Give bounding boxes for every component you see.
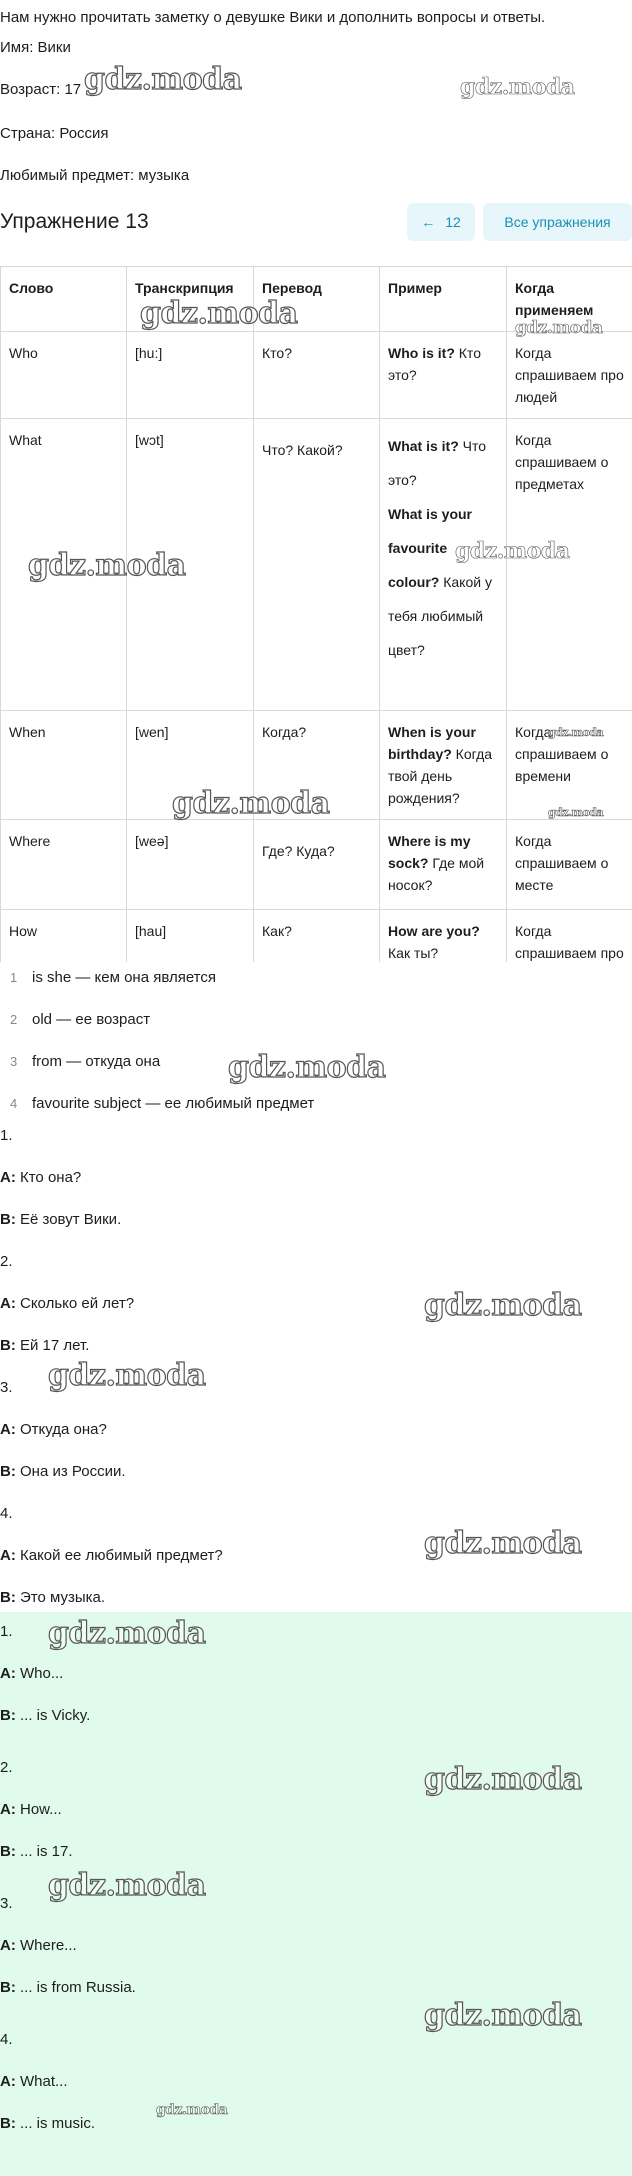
cell-transcription: [weə] [127,820,254,910]
header-translation: Перевод [254,267,380,332]
all-exercises-button[interactable]: Все упражнения [483,203,632,241]
cell-word: When [1,711,127,820]
watermark: gdz.moda [228,1050,386,1085]
hint-number: 4 [10,1096,18,1111]
prev-exercise-label: 12 [445,214,461,230]
answer-a: A: Кто она? [0,1169,82,1186]
hint-number: 1 [10,970,18,985]
cell-transcription: [wɔt] [127,419,254,711]
answer-a: A: Какой ее любимый предмет? [0,1547,223,1564]
watermark: gdz.moda [424,1998,582,2033]
country-field: Страна: Россия [0,125,109,142]
table-row [1,820,632,910]
words-table [0,266,632,962]
watermark: gdz.moda [424,1762,582,1797]
watermark: gdz.moda [48,1358,206,1393]
hint-number: 2 [10,1012,18,1027]
watermark: gdz.moda [515,318,603,338]
subject-field: Любимый предмет: музыка [0,167,190,184]
watermark: gdz.moda [48,1868,206,1903]
cell-translation: Что? Какой? [254,419,380,711]
watermark: gdz.moda [84,62,242,97]
header-example: Пример [380,267,507,332]
hint-text: favourite subject — ее любимый предмет [32,1095,315,1112]
hint-text: from — откуда она [32,1053,161,1070]
answer-number: 3. [0,1895,13,1912]
cell-example: What is it? Что это? What is your favourite colour? Какой у тебя любимый цвет? [380,419,507,711]
cell-when: Когда спрашиваем о времени [507,711,632,820]
answer-number: 2. [0,1759,13,1776]
arrow-left-icon: ← [421,214,436,230]
answer-b: B: Это музыка. [0,1589,106,1606]
words-table-container[interactable] [0,266,632,962]
watermark: gdz.moda [455,538,570,564]
cell-translation: Где? Куда? [254,820,380,910]
answer-a: A: Where... [0,1937,77,1954]
watermark: gdz.moda [424,1288,582,1323]
cell-word: Who [1,332,127,419]
cell-translation: Как? [254,910,380,963]
answer-b: B: Она из России. [0,1463,126,1480]
watermark: gdz.moda [548,726,604,739]
cell-transcription: [hau] [127,910,254,963]
answer-number: 1. [0,1623,13,1640]
answer-number: 1. [0,1127,13,1144]
cell-transcription: [wen] [127,711,254,820]
cell-word: How [1,910,127,963]
answer-number: 3. [0,1379,13,1396]
header-transcription: Транскрипция [127,267,254,332]
cell-when: Когда спрашиваем про людей [507,332,632,419]
hint-number: 3 [10,1054,18,1069]
hint-text: is she — кем она является [32,969,216,986]
watermark: gdz.moda [172,786,330,821]
cell-word: Where [1,820,127,910]
answer-number: 2. [0,1253,13,1270]
answer-b: B: ... is music. [0,2115,96,2132]
table-row [1,332,632,419]
cell-when: Когда спрашиваем про [507,910,632,963]
watermark: gdz.moda [48,1616,206,1651]
watermark: gdz.moda [140,296,298,331]
cell-example: Where is my sock? Где мой носок? [380,820,507,910]
answer-a: A: Откуда она? [0,1421,107,1438]
watermark: gdz.moda [28,548,186,583]
answer-a: A: Who... [0,1665,64,1682]
answer-a: A: How... [0,1801,62,1818]
answer-b: B: Ей 17 лет. [0,1337,90,1354]
cell-when: Когда спрашиваем о месте [507,820,632,910]
watermark: gdz.moda [548,806,604,819]
watermark: gdz.moda [424,1526,582,1561]
header-when: Когда применяем [507,267,632,332]
cell-example: Who is it? Кто это? [380,332,507,419]
cell-translation: Кто? [254,332,380,419]
answer-number: 4. [0,1505,13,1522]
watermark: gdz.moda [460,74,575,100]
answer-b: B: ... is from Russia. [0,1979,136,1996]
exercise-title: Упражнение 13 [0,210,149,233]
answer-b: B: Её зовут Вики. [0,1211,122,1228]
intro-heading: Нам нужно прочитать заметку о девушке Вики и дополнить вопросы и ответы. [0,9,546,26]
name-field: Имя: Вики [0,39,71,56]
watermark: gdz.moda [156,2102,228,2118]
cell-transcription: [hu:] [127,332,254,419]
cell-example: When is your birthday? Когда твой день рождения? [380,711,507,820]
answer-b: B: ... is 17. [0,1843,73,1860]
cell-example: How are you? Как ты? [380,910,507,963]
cell-when: Когда спрашиваем о предметах [507,419,632,711]
age-field: Возраст: 17 [0,81,82,98]
header-word: Слово [1,267,127,332]
answer-a: A: What... [0,2073,68,2090]
cell-translation: Когда? [254,711,380,820]
table-row [1,910,632,963]
answer-number: 4. [0,2031,13,2048]
answer-a: A: Сколько ей лет? [0,1295,135,1312]
answer-b: B: ... is Vicky. [0,1707,91,1724]
cell-word: What [1,419,127,711]
prev-exercise-button[interactable] [407,203,475,241]
hint-text: old — ее возраст [32,1011,151,1028]
